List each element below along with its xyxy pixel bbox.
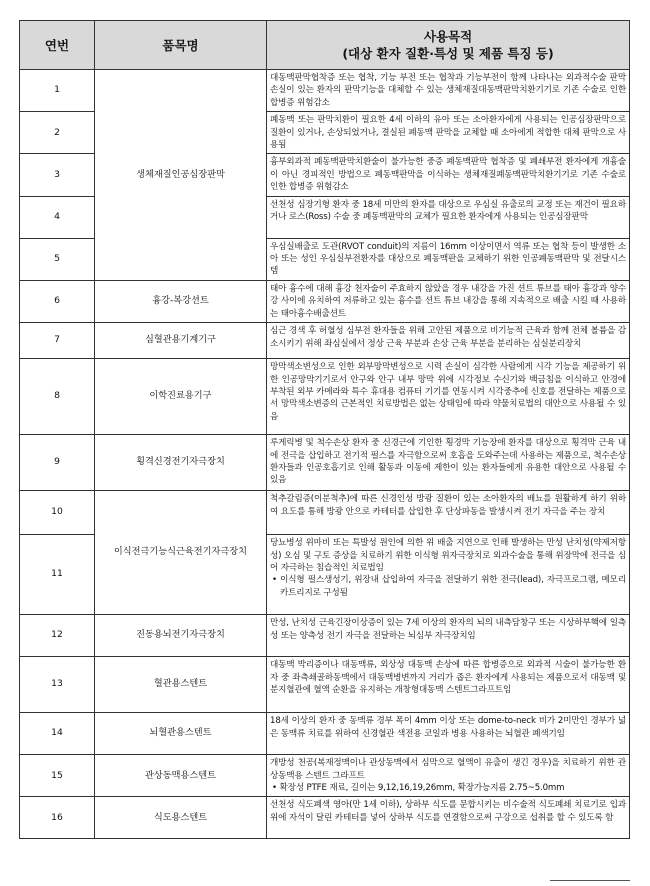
purpose-description [267, 535, 630, 615]
table-row [20, 755, 630, 797]
item-name: 이학진료용기구 [95, 359, 267, 435]
purpose-description [267, 238, 630, 280]
row-number: 5 [20, 238, 95, 280]
purpose-description [267, 359, 630, 435]
table-row [20, 359, 630, 435]
description-text: 심근 경색 후 허혈성 심부전 환자들을 위해 고안된 제품으로 비기능적 근육과 함께 전체 볼륨을 감소시키기 위해 좌심실에서 정상 근육 부분과 손상 근육 부분을 분리하는 심실분리장치 [270, 326, 626, 349]
purpose-description [267, 112, 630, 154]
table-row [20, 491, 630, 535]
header-row [20, 21, 630, 70]
item-name: 뇌혈관용스텐트 [95, 713, 267, 755]
row-number: 2 [20, 112, 95, 154]
header-purpose [267, 21, 630, 70]
description-bullet: • 이식형 펄스생성기, 위장내 삽입하여 자극을 전달하기 위한 전극(lead), 자극프로그램, 메모리 카트리지로 구성됨 [270, 574, 626, 599]
item-name: 혈관용스텐트 [95, 657, 267, 713]
row-number: 1 [20, 70, 95, 112]
row-number: 12 [20, 615, 95, 657]
purpose-description [267, 323, 630, 359]
table-row [20, 323, 630, 359]
header-purpose-title: 사용목적 [423, 29, 473, 44]
row-number: 14 [20, 713, 95, 755]
table-row [20, 657, 630, 713]
row-number: 16 [20, 797, 95, 839]
description-text: 폐동맥 또는 판막치환이 필요한 4세 이하의 유아 또는 소아환자에게 사용되는 인공심장판막으로 질환이 있거나, 손상되었거나, 결실된 폐동맥 판막을 교체할 때 소아에게 적합한 대체 판막으로 사용됨 [270, 115, 626, 151]
purpose-description [267, 280, 630, 322]
table-row [20, 615, 630, 657]
row-number: 13 [20, 657, 95, 713]
table-row [20, 713, 630, 755]
item-name: 심혈관용기계기구 [95, 323, 267, 359]
purpose-description [267, 797, 630, 839]
description-text: 태아 흉수에 대해 흉강 천자술이 주효하지 않았을 경우 내강을 가진 션트 튜브를 태아 흉강과 양수강 사이에 유치하여 저류하고 있는 흉수를 션트 튜브 내강을 통해 지속적으로 배출 시킬 때 사용하는 태아흉수배출션트 [270, 283, 626, 319]
description-text: 루게릭병 및 척수손상 환자 중 신경근에 기인한 횡경막 기능장애 환자를 대상으로 횡격막 근육 내에 전극을 삽입하고 전기적 펄스를 자극함으로써 호흡을 도와주는데 사용하는 제품으로, 척수손상 환자들과 인공호흡기로 인해 활동과 이동에 제한이 있는 환자들에게 유용한 대안으로 사용될 수 있음 [270, 438, 626, 486]
row-number: 8 [20, 359, 95, 435]
description-text: 우심실배출로 도관(RVOT conduit)의 지름이 16mm 이상이면서 역류 또는 협착 등이 발생한 소아 또는 성인 우심실부전환자를 대상으로 폐동맥판을 교체하기 위한 인공폐동맥판막 및 전달시스템 [270, 241, 626, 277]
row-number: 6 [20, 280, 95, 322]
table-row [20, 435, 630, 491]
purpose-description [267, 70, 630, 112]
header-no: 연번 [20, 21, 95, 70]
description-text: 선천성 심장기형 환자 중 18세 미만의 환자를 대상으로 우심실 유출로의 교정 또는 재건이 필요하거나 로스(Ross) 수술 중 폐동맥판막의 교체가 필요한 환자에게 사용되는 인공심장판막 [270, 199, 626, 223]
description-text: 대동맥판막협착증 또는 협착, 기능 부전 또는 협착과 기능부전이 함께 나타나는 외과적수술 판막손실이 있는 환자의 판막기능을 대체할 수 있는 생체재질대동맥판막치환기기로 기존 수술로 인한 합병증 위험감소 [270, 73, 626, 108]
device-table [19, 20, 630, 839]
table-row [20, 797, 630, 839]
row-number: 11 [20, 535, 95, 615]
item-name: 관상동맥용스텐트 [95, 755, 267, 797]
description-text: 흉부외과적 폐동맥판막치환술이 불가능한 중증 폐동맥판막 협착증 및 폐쇄부전 환자에게 개흉술이 아닌 경피적인 방법으로 폐동맥판막을 이식하는 생체재질폐동맥판막치환기기로 기존 수술로 인한 합병증 위험감소 [270, 157, 626, 193]
description-text: 만성, 난치성 근육긴장이상증이 있는 7세 이상의 환자의 뇌의 내측담창구 또는 시상하부핵에 일측성 또는 양측성 전기 자극을 전달하는 뇌심부 자극장치임 [270, 618, 626, 641]
row-number: 7 [20, 323, 95, 359]
description-text: 척추갈림증(이분척추)에 따른 신경인성 방광 질환이 있는 소아환자의 배뇨를 원활하게 하기 위하여 요도를 통해 방광 안으로 카테터를 삽입한 후 단상파동을 발생시켜 전기 자극을 주는 장치 [270, 494, 626, 517]
purpose-description [267, 435, 630, 491]
header-purpose-subtitle: (대상 환자 질환·특성 및 제품 특징 등) [342, 46, 554, 61]
description-text: 당뇨병성 위마비 또는 특발성 원인에 의한 위 배출 지연으로 인해 발생하는 만성 난치성(약제저항성) 오심 및 구토 증상을 치료하기 위한 이식형 위자극장치로 외과수술을 통해 위장막에 전극을 심어 자극하는 침습적인 치료법임 [270, 538, 626, 573]
row-number: 3 [20, 154, 95, 196]
item-name: 진동용뇌전기자극장치 [95, 615, 267, 657]
purpose-description [267, 196, 630, 238]
description-text: 개방성 천공(복재정맥이나 관상동맥에서 심막으로 혈액이 유출이 생긴 경우)을 치료하기 위한 관상동맥용 스텐트 그라프트 [270, 758, 626, 781]
footer-rule [550, 880, 630, 881]
description-text: 망막색소변성으로 인한 외부망막변성으로 시력 손실이 심각한 사람에게 시각 기능을 제공하기 위한 인공망막기기로서 안구와 안구 내부 망막 위에 시각정보 수신기와 백금침을 이식하고 안경에 부착된 외부 카메라와 특수 휴대용 컴퓨터 기기를 연동시켜 시각중추에 신호를 전달하는 제품으로서 망막색소변증의 근본적인 치료방법은 없는 상태임에 따라 약물치료법의 대안으로 사용될 수 있음 [270, 362, 626, 422]
item-name: 식도용스텐트 [95, 797, 267, 839]
description-bullet: • 확장성 PTFE 재료, 길이는 9,12,16,19,26mm, 확장가능지름 2.75~5.0mm [270, 782, 626, 794]
description-text: 대동맥 박리증이나 대동맥류, 외상성 대동맥 손상에 따른 합병증으로 외과적 시술이 불가능한 환자 중 좌측쇄골하동맥에서 대동맥병변까지 거리가 좁은 환자에게 사용되는 제품으로서 대동맥 및 분지혈관에 혈액 순환을 유지하는 개창형대동맥 스텐트그라프트임 [270, 660, 626, 695]
purpose-description [267, 615, 630, 657]
description-text: 18세 이상의 환자 중 동맥류 경부 폭이 4mm 이상 또는 dome-to-neck 비가 2미만인 경부가 넓은 동맥류 치료를 위하여 신경혈관 색전용 코일과 병용 사용하는 뇌혈관 폐색기임 [270, 716, 626, 739]
purpose-description [267, 657, 630, 713]
header-item: 품목명 [95, 21, 267, 70]
purpose-description [267, 491, 630, 535]
row-number: 4 [20, 196, 95, 238]
purpose-description [267, 154, 630, 196]
row-number: 10 [20, 491, 95, 535]
item-name: 횡격신경전기자극장치 [95, 435, 267, 491]
purpose-description [267, 713, 630, 755]
description-text: 선천성 식도폐색 영아(만 1세 이하), 상하부 식도를 문합시키는 비수술적 식도폐쇄 치료기로 입과 위에 자석이 달린 카테터를 넣어 상하부 식도를 연결함으로써 구강으로 섭취를 할 수 있도록 함 [270, 800, 626, 823]
table-body [20, 70, 630, 839]
item-name: 흉강-복강션트 [95, 280, 267, 322]
item-name: 생체재질인공심장판막 [95, 70, 267, 281]
table-row [20, 70, 630, 112]
table-row [20, 280, 630, 322]
row-number: 15 [20, 755, 95, 797]
purpose-description [267, 755, 630, 797]
item-name: 이식전극기능식근육전기자극장치 [95, 491, 267, 615]
row-number: 9 [20, 435, 95, 491]
